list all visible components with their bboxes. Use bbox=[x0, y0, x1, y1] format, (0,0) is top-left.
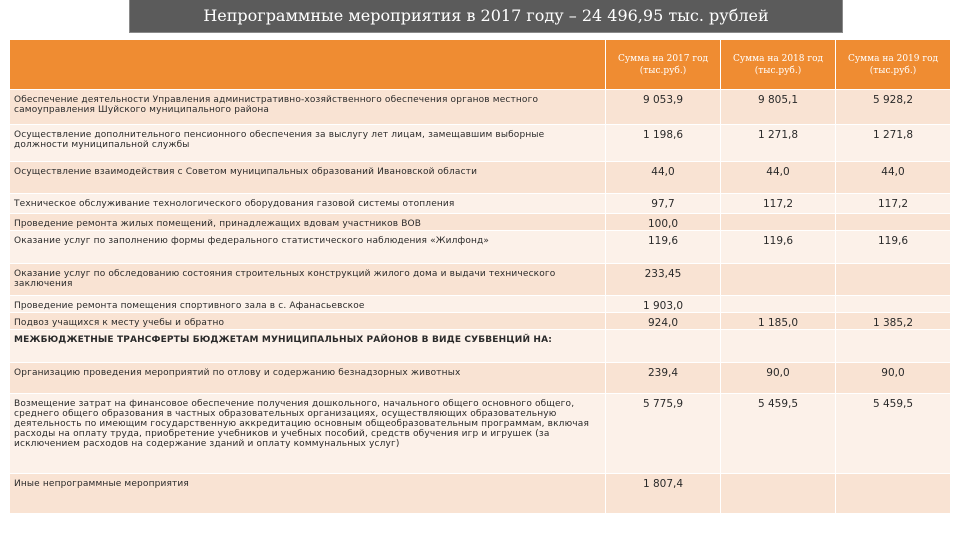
row-value-2018: 90,0 bbox=[721, 363, 836, 394]
row-name: Иные непрограммные мероприятия bbox=[10, 474, 606, 514]
row-name: Техническое обслуживание технологического оборудования газовой системы отопления bbox=[10, 194, 606, 214]
row-name: Проведение ремонта жилых помещений, принадлежащих вдовам участников ВОВ bbox=[10, 214, 606, 231]
row-value-2018 bbox=[721, 474, 836, 514]
row-value-2017: 1 198,6 bbox=[606, 125, 721, 162]
row-name: Проведение ремонта помещения спортивного зала в с. Афанасьевское bbox=[10, 296, 606, 313]
row-name: Подвоз учащихся к месту учебы и обратно bbox=[10, 313, 606, 330]
table-row bbox=[10, 90, 951, 125]
table-row bbox=[10, 264, 951, 296]
row-name: Оказание услуг по заполнению формы федерального статистического наблюдения «Жилфонд» bbox=[10, 231, 606, 264]
row-value-2019: 5 459,5 bbox=[836, 394, 951, 474]
table-row bbox=[10, 296, 951, 313]
header-2019: Сумма на 2019 год (тыс.руб.) bbox=[836, 40, 951, 90]
row-value-2018: 117,2 bbox=[721, 194, 836, 214]
table-row bbox=[10, 231, 951, 264]
row-value-2017: 239,4 bbox=[606, 363, 721, 394]
header-2017: Сумма на 2017 год (тыс.руб.) bbox=[606, 40, 721, 90]
table-row bbox=[10, 474, 951, 514]
row-value-2017: 1 807,4 bbox=[606, 474, 721, 514]
header-name bbox=[10, 40, 606, 90]
row-name: МЕЖБЮДЖЕТНЫЕ ТРАНСФЕРТЫ БЮДЖЕТАМ МУНИЦИПАЛЬНЫХ РАЙОНОВ В ВИДЕ СУБВЕНЦИЙ НА: bbox=[10, 330, 606, 363]
row-value-2019: 90,0 bbox=[836, 363, 951, 394]
table-header-row bbox=[10, 40, 951, 90]
row-value-2017: 5 775,9 bbox=[606, 394, 721, 474]
row-value-2017: 1 903,0 bbox=[606, 296, 721, 313]
row-name: Оказание услуг по обследованию состояния строительных конструкций жилого дома и выдачи технического заключения bbox=[10, 264, 606, 296]
slide-title: Непрограммные мероприятия в 2017 году – 24 496,95 тыс. рублей bbox=[130, 0, 842, 32]
row-value-2018: 44,0 bbox=[721, 162, 836, 194]
table-row bbox=[10, 363, 951, 394]
row-value-2019: 119,6 bbox=[836, 231, 951, 264]
row-name: Осуществление дополнительного пенсионного обеспечения за выслугу лет лицам, замещавшим выборные должности муниципальной службы bbox=[10, 125, 606, 162]
table-row bbox=[10, 162, 951, 194]
budget-table-container bbox=[9, 39, 950, 514]
table-row bbox=[10, 214, 951, 231]
row-value-2018: 5 459,5 bbox=[721, 394, 836, 474]
table-row bbox=[10, 194, 951, 214]
row-value-2017: 924,0 bbox=[606, 313, 721, 330]
row-value-2017: 44,0 bbox=[606, 162, 721, 194]
row-value-2019 bbox=[836, 264, 951, 296]
row-value-2017: 119,6 bbox=[606, 231, 721, 264]
row-value-2019 bbox=[836, 474, 951, 514]
row-value-2018 bbox=[721, 264, 836, 296]
table-row bbox=[10, 313, 951, 330]
table-row bbox=[10, 394, 951, 474]
row-value-2017 bbox=[606, 330, 721, 363]
row-name: Возмещение затрат на финансовое обеспечение получения дошкольного, начального общего основного общего, среднего общего образования в частных образовательных организациях, осуществляющих образовательную деятельность по имеющим государственную аккредитацию основным общеобразовательным программам, включая расходы на оплату труда, приобретение учебников и учебных пособий, средств обучения игр и игрушек (за исключением расходов на содержание зданий и оплату коммунальных услуг) bbox=[10, 394, 606, 474]
row-name: Обеспечение деятельности Управления административно-хозяйственного обеспечения органов местного самоуправления Шуйского муниципального района bbox=[10, 90, 606, 125]
header-2018: Сумма на 2018 год (тыс.руб.) bbox=[721, 40, 836, 90]
row-name: Организацию проведения мероприятий по отлову и содержанию безнадзорных животных bbox=[10, 363, 606, 394]
row-value-2019 bbox=[836, 330, 951, 363]
row-name: Осуществление взаимодействия с Советом муниципальных образований Ивановской области bbox=[10, 162, 606, 194]
row-value-2018: 9 805,1 bbox=[721, 90, 836, 125]
row-value-2017: 9 053,9 bbox=[606, 90, 721, 125]
row-value-2019: 44,0 bbox=[836, 162, 951, 194]
row-value-2018 bbox=[721, 330, 836, 363]
row-value-2019: 1 271,8 bbox=[836, 125, 951, 162]
row-value-2017: 233,45 bbox=[606, 264, 721, 296]
row-value-2019 bbox=[836, 214, 951, 231]
row-value-2019: 1 385,2 bbox=[836, 313, 951, 330]
row-value-2019 bbox=[836, 296, 951, 313]
row-value-2018 bbox=[721, 296, 836, 313]
row-value-2018: 1 185,0 bbox=[721, 313, 836, 330]
row-value-2019: 5 928,2 bbox=[836, 90, 951, 125]
row-value-2017: 100,0 bbox=[606, 214, 721, 231]
row-value-2017: 97,7 bbox=[606, 194, 721, 214]
row-value-2018: 119,6 bbox=[721, 231, 836, 264]
row-value-2018: 1 271,8 bbox=[721, 125, 836, 162]
row-value-2019: 117,2 bbox=[836, 194, 951, 214]
row-value-2018 bbox=[721, 214, 836, 231]
budget-table bbox=[9, 39, 951, 514]
table-row bbox=[10, 125, 951, 162]
table-row bbox=[10, 330, 951, 363]
